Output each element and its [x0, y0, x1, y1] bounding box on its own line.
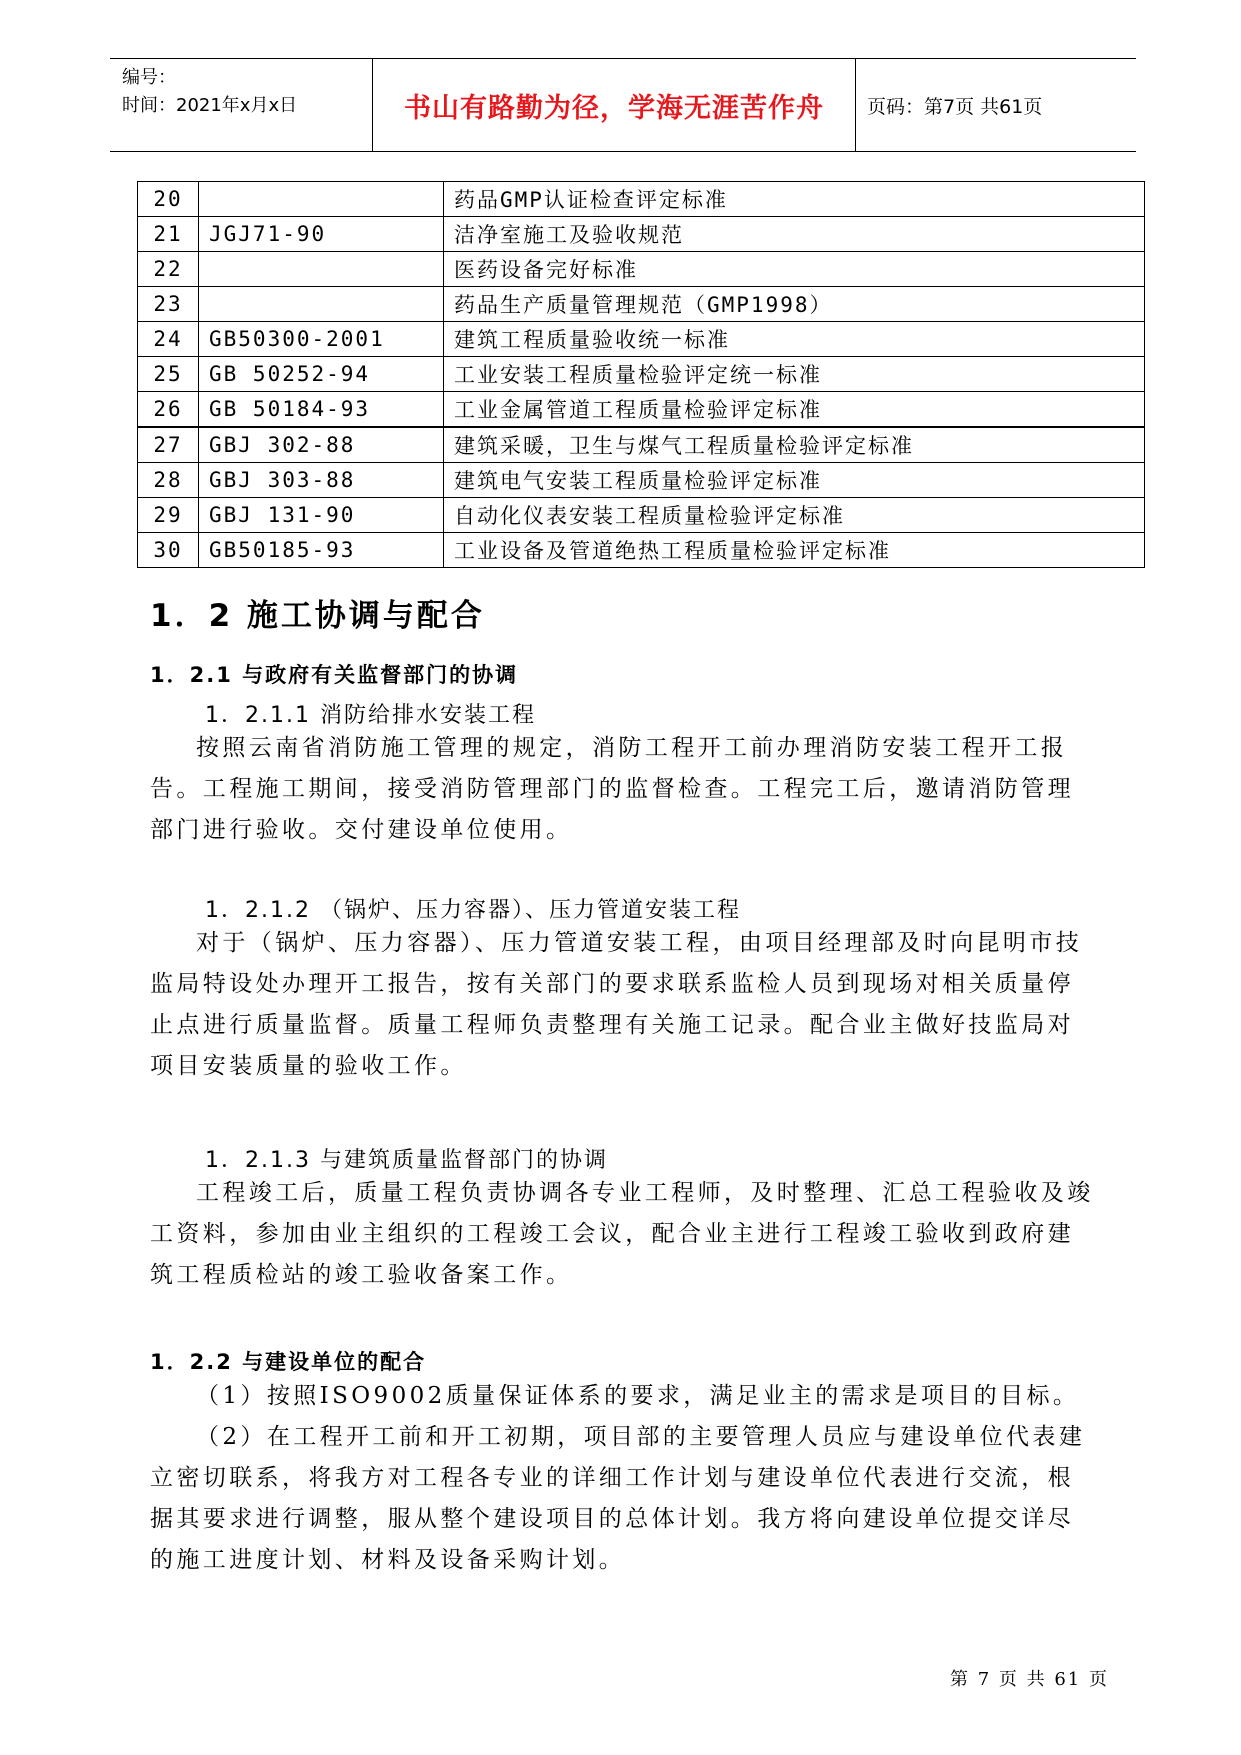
row-number: 30: [138, 533, 199, 568]
item-paragraph-2: 对于（锅炉、压力容器）、压力管道安装工程，由项目经理部及时向昆明市技监局特设处办理开工报告，按有关部门的要求联系监检人员到现场对相关质量停止点进行质量监督。质量工程师负责整理有关施工记录。配合业主做好技监局对项目安装质量的验收工作。: [150, 930, 1083, 1079]
standard-code: GB50185-93: [199, 533, 444, 568]
table-row: [138, 357, 1145, 392]
standard-name: 建筑工程质量验收统一标准: [444, 322, 1145, 357]
header-motto: 书山有路勤为径，学海无涯苦作舟: [404, 92, 824, 124]
standard-name: 建筑采暖，卫生与煤气工程质量检验评定标准: [444, 427, 1145, 463]
standard-code: GB50300-2001: [199, 322, 444, 357]
doc-date: 时间：2021年x月x日: [122, 95, 298, 116]
row-number: 23: [138, 287, 199, 322]
standard-code: GBJ 303-88: [199, 463, 444, 498]
row-number: 21: [138, 217, 199, 252]
row-number: 25: [138, 357, 199, 392]
standards-table: [137, 181, 1145, 568]
row-number: 28: [138, 463, 199, 498]
standard-name: 工业安装工程质量检验评定统一标准: [444, 357, 1145, 392]
table-row: [138, 252, 1145, 287]
header-left-cell: [110, 59, 372, 151]
standard-code: [199, 182, 444, 217]
table-row: [138, 533, 1145, 568]
table-row: [138, 322, 1145, 357]
row-number: 22: [138, 252, 199, 287]
item-heading-3: 1．2.1.3 与建筑质量监督部门的协调: [205, 1148, 608, 1173]
table-row: [138, 498, 1145, 533]
standard-name: 建筑电气安装工程质量检验评定标准: [444, 463, 1145, 498]
item-paragraph-1: 按照云南省消防施工管理的规定，消防工程开工前办理消防安装工程开工报告。工程施工期间，接受消防管理部门的监督检查。工程完工后，邀请消防管理部门进行验收。交付建设单位使用。: [150, 735, 1074, 843]
standard-name: 自动化仪表安装工程质量检验评定标准: [444, 498, 1145, 533]
row-number: 26: [138, 392, 199, 428]
table-row: [138, 427, 1145, 463]
standard-code: JGJ71-90: [199, 217, 444, 252]
standard-name: 洁净室施工及验收规范: [444, 217, 1145, 252]
item-heading-2: 1．2.1.2 （锅炉、压力容器）、压力管道安装工程: [205, 898, 741, 923]
item-paragraph-3: 工程竣工后，质量工程负责协调各专业工程师，及时整理、汇总工程验收及竣工资料，参加由业主组织的工程竣工会议，配合业主进行工程竣工验收到政府建筑工程质检站的竣工验收备案工作。: [150, 1180, 1094, 1288]
header-right-cell: [855, 59, 1136, 151]
table-row: [138, 217, 1145, 252]
section-heading: 1．2 施工协调与配合: [150, 598, 485, 634]
standard-code: GBJ 302-88: [199, 427, 444, 463]
standard-name: 工业金属管道工程质量检验评定标准: [444, 392, 1145, 428]
standard-code: GB 50184-93: [199, 392, 444, 428]
paragraph-requirement-1: （1）按照ISO9002质量保证体系的要求，满足业主的需求是项目的目标。: [196, 1383, 1080, 1409]
header-page-info: 页码：第7页 共61页: [867, 95, 1043, 118]
standard-name: 药品生产质量管理规范（GMP1998）: [444, 287, 1145, 322]
row-number: 27: [138, 427, 199, 463]
table-row: [138, 287, 1145, 322]
paragraph-requirement-2: （2）在工程开工前和开工初期，项目部的主要管理人员应与建设单位代表建立密切联系，将我方对工程各专业的详细工作计划与建设单位代表进行交流，根据其要求进行调整，服从整个建设项目的总体计划。我方将向建设单位提交详尽的施工进度计划、材料及设备采购计划。: [150, 1424, 1086, 1573]
row-number: 24: [138, 322, 199, 357]
row-number: 29: [138, 498, 199, 533]
standard-name: 药品GMP认证检查评定标准: [444, 182, 1145, 217]
standard-code: [199, 252, 444, 287]
standard-name: 医药设备完好标准: [444, 252, 1145, 287]
header-motto-cell: [372, 59, 856, 151]
item-heading-1: 1．2.1.1 消防给排水安装工程: [205, 703, 536, 728]
page-header: [110, 58, 1136, 152]
row-number: 20: [138, 182, 199, 217]
table-row: [138, 182, 1145, 217]
standard-code: [199, 287, 444, 322]
standard-name: 工业设备及管道绝热工程质量检验评定标准: [444, 533, 1145, 568]
table-row: [138, 463, 1145, 498]
standard-code: GBJ 131-90: [199, 498, 444, 533]
subsection-heading-2: 1．2.2 与建设单位的配合: [150, 1350, 427, 1374]
page-footer: 第 7 页 共 61 页: [950, 1669, 1109, 1690]
subsection-heading-1: 1．2.1 与政府有关监督部门的协调: [150, 663, 519, 687]
doc-number-label: 编号：: [122, 67, 176, 88]
standard-code: GB 50252-94: [199, 357, 444, 392]
table-row: [138, 392, 1145, 428]
